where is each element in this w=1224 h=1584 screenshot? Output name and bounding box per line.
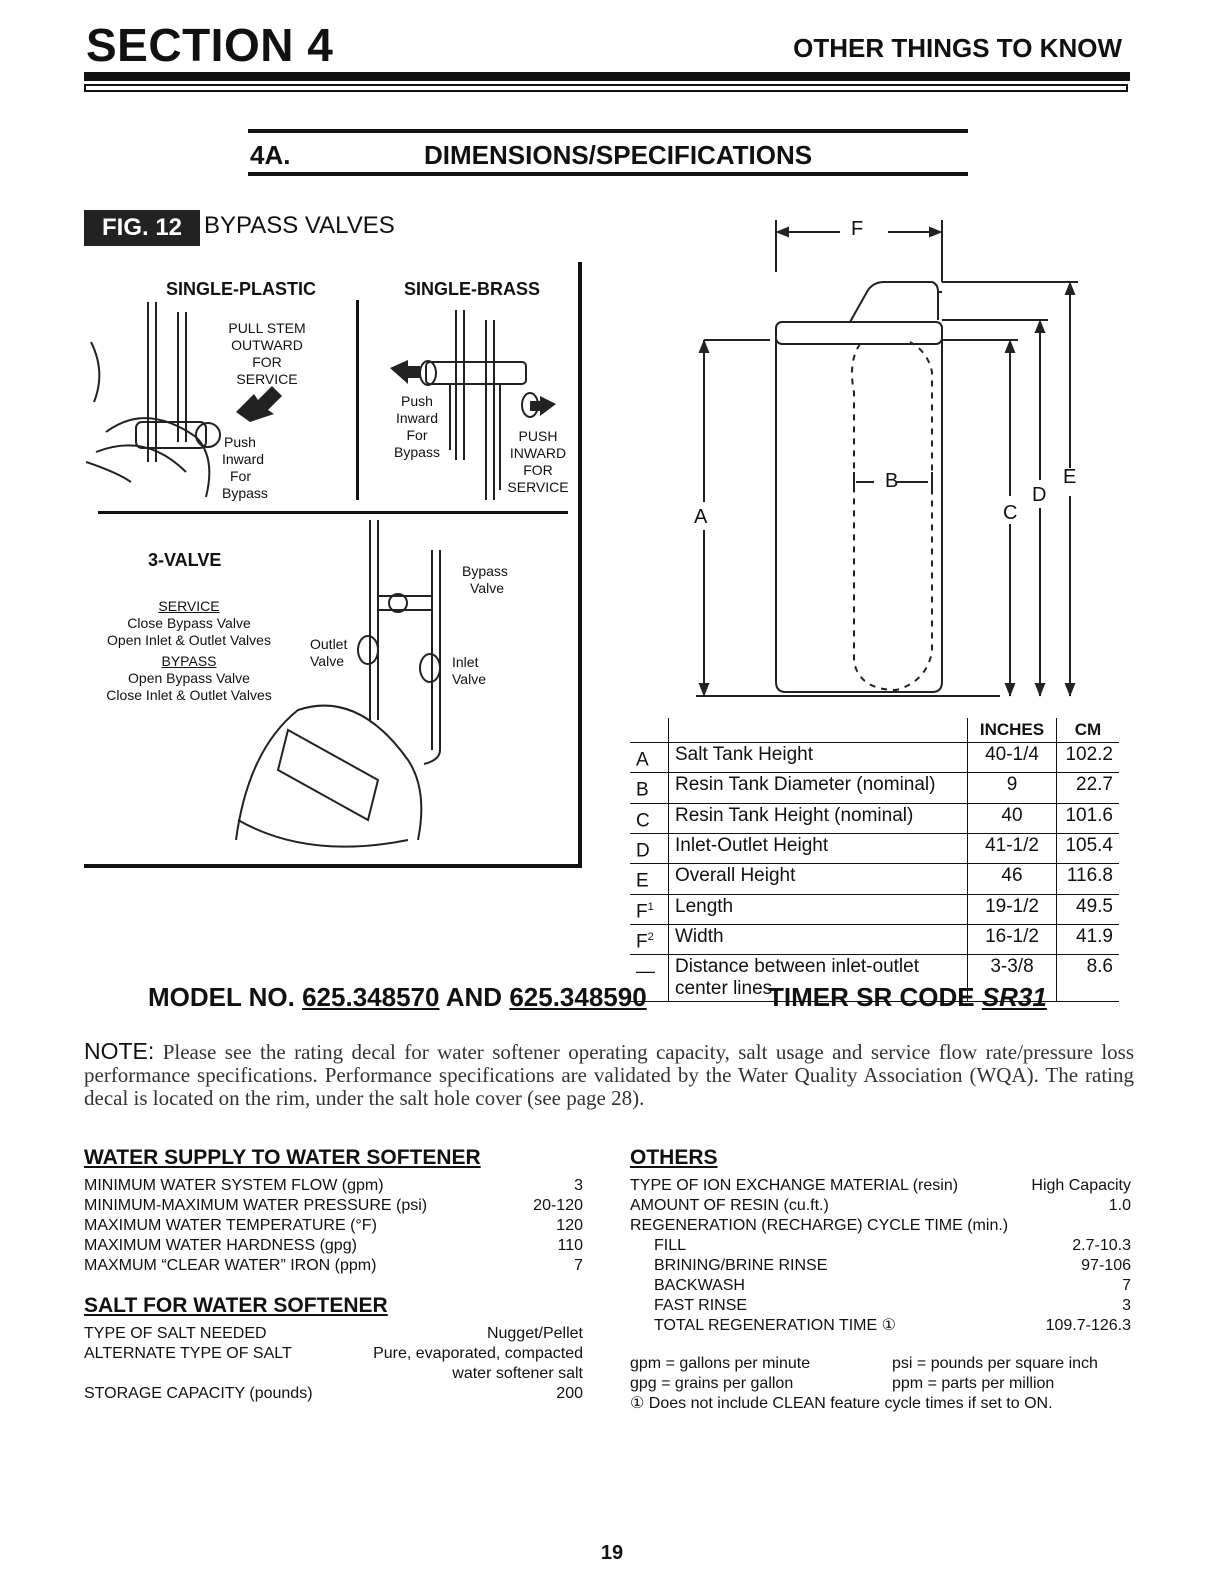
single-brass-label: SINGLE-BRASS [404,279,541,299]
item-value-continued: water softener salt [452,1365,583,1382]
list-item [84,1344,583,1382]
list-item [84,1236,583,1256]
row-description: Overall Height [669,864,968,894]
water-supply-heading: WATER SUPPLY TO WATER SOFTENER [84,1146,481,1169]
section-subheading: OTHER THINGS TO KNOW [793,33,1122,63]
item-value: 109.7-126.3 [1045,1317,1131,1334]
row-cm: 105.4 [1057,833,1120,863]
item-value: 97-106 [1081,1257,1131,1274]
row-inches: 46 [968,864,1057,894]
item-value: Nugget/Pellet [486,1325,583,1342]
table-header-row: INCHES CM [630,718,1119,743]
row-inches: 16-1/2 [968,924,1057,954]
single-plastic-label: SINGLE-PLASTIC [166,279,317,299]
item-value: 3 [1122,1297,1131,1314]
subsection-title: DIMENSIONS/SPECIFICATIONS [424,140,813,170]
row-inches: 40 [968,803,1057,833]
figure-frame-bottom [84,864,582,868]
row-key: C [630,803,669,833]
figure-tag: FIG. 12 [84,210,200,246]
item-label: STORAGE CAPACITY (pounds) [84,1385,313,1402]
brass-push-bypass-note: Push Inward For Bypass [394,393,440,460]
item-value: 7 [574,1257,583,1274]
table-row [630,833,1119,863]
table-row [630,894,1119,924]
list-item [630,1196,1131,1216]
item-label: BRINING/BRINE RINSE [654,1257,828,1274]
item-value: 3 [574,1177,583,1194]
item-label: MAXMUM “CLEAR WATER” IRON (ppm) [84,1257,377,1274]
timer-code: TIMER SR CODE SR31 [768,982,1047,1012]
table-row [630,773,1119,803]
three-valve-illustration [228,520,468,864]
item-label: ALTERNATE TYPE OF SALT [84,1345,292,1362]
note-text: Please see the rating decal for water softener operating capacity, salt usage and service flow rate/pressure loss performance specifications. Performance specifications are validated by the Water Quality Association (WQA). The rating decal is located on the rim, under the salt hole cover (see page 28). [84,1040,1135,1110]
row-key: D [630,833,669,863]
row-cm: 49.5 [1057,894,1120,924]
subsection-rule-top [248,129,968,133]
note-label: NOTE: [84,1038,155,1064]
row-inches: 3-3/8 [968,955,1057,1002]
figure-divider [98,511,568,514]
item-label: BACKWASH [654,1277,745,1294]
item-label: AMOUNT OF RESIN (cu.ft.) [630,1197,829,1214]
item-label: MINIMUM WATER SYSTEM FLOW (gpm) [84,1177,384,1194]
item-label: FAST RINSE [654,1297,748,1314]
dimension-label-b: B [885,470,899,492]
subsection-number: 4A. [250,140,291,170]
item-label: MAXIMUM WATER HARDNESS (gpg) [84,1237,357,1254]
row-description: Length [669,894,968,924]
row-inches: 19-1/2 [968,894,1057,924]
row-inches: 41-1/2 [968,833,1057,863]
list-item [630,1276,1131,1296]
row-cm: 116.8 [1057,864,1120,894]
item-label: TOTAL REGENERATION TIME ① [654,1317,896,1334]
row-cm: 101.6 [1057,803,1120,833]
list-item [84,1176,583,1196]
plastic-push-bypass-note: Push Inward For Bypass [222,434,268,501]
subsection-rule-bottom [248,172,968,176]
item-label: MINIMUM-MAXIMUM WATER PRESSURE (psi) [84,1197,428,1214]
outlet-valve-callout: Outlet Valve [310,636,348,669]
dimension-label-a: A [694,506,708,528]
section-heading: SECTION 4 [86,19,334,71]
list-item [84,1384,583,1404]
row-inches: 9 [968,773,1057,803]
list-item [630,1236,1131,1256]
list-item [84,1324,583,1344]
footnote: ① Does not include CLEAN feature cycle times if set to ON. [630,1395,1053,1412]
item-value: 110 [557,1237,583,1254]
figure-title: BYPASS VALVES [204,212,395,239]
row-description: Inlet-Outlet Height [669,833,968,863]
row-description: Distance between inlet-outlet center lines [669,955,968,1002]
item-value: 120 [556,1217,583,1234]
row-key: $F^2$ [630,924,669,954]
item-value: 20-120 [533,1197,583,1214]
bypass-valve-callout: Bypass Valve [462,563,508,596]
list-item [630,1256,1131,1276]
others-heading: OTHERS [630,1146,718,1169]
list-item [630,1216,1131,1236]
row-cm: 41.9 [1057,924,1120,954]
row-cm: 22.7 [1057,773,1120,803]
row-inches: 40-1/4 [968,743,1057,773]
table-row [630,803,1119,833]
item-value: 2.7-10.3 [1072,1237,1131,1254]
abbreviations-legend: gpm = gallons per minute psi = pounds per square inch gpg = grains per gallon ppm = parts per million ① Does not include CLEAN feature cycle times if set to ON. [630,1354,1140,1414]
softener-dimension-drawing [670,212,1090,706]
list-item [84,1256,583,1276]
item-value: High Capacity [1031,1177,1131,1194]
row-cm: 102.2 [1057,743,1120,773]
table-row [630,864,1119,894]
list-item [84,1196,583,1216]
row-key: E [630,864,669,894]
header-rule [84,72,1130,81]
list-item [84,1216,583,1236]
pull-stem-note: PULL STEM OUTWARD FOR SERVICE [228,320,306,387]
header-rule-outline [84,84,1128,92]
item-value: 200 [556,1385,583,1402]
row-description: Resin Tank Diameter (nominal) [669,773,968,803]
list-item [630,1316,1131,1336]
item-value: 7 [1122,1277,1131,1294]
dimension-label-d: D [1032,484,1047,506]
figure-divider-vertical [356,300,359,500]
salt-heading: SALT FOR WATER SOFTENER [84,1294,388,1317]
list-item [630,1176,1131,1196]
row-key: $F^1$ [630,894,669,924]
list-item [630,1296,1131,1316]
item-value: Pure, evaporated, compacted [373,1345,583,1362]
dimensions-table [630,718,1119,1002]
item-label: REGENERATION (RECHARGE) CYCLE TIME (min.) [630,1217,1009,1234]
item-label: FILL [654,1237,687,1254]
brass-push-service-note: PUSH INWARD FOR SERVICE [507,428,569,495]
note-paragraph [84,1040,1134,1110]
row-description: Salt Tank Height [669,743,968,773]
single-plastic-valve-illustration [86,282,354,510]
item-label: TYPE OF ION EXCHANGE MATERIAL (resin) [630,1177,959,1194]
three-valve-instructions: SERVICE Close Bypass Valve Open Inlet & Outlet Valves BYPASS Open Bypass Valve Close Inlet & Outlet Valves [106,598,272,703]
row-description: Width [669,924,968,954]
item-label: TYPE OF SALT NEEDED [84,1325,267,1342]
dimension-label-f: F [851,218,864,240]
item-label: MAXIMUM WATER TEMPERATURE (°F) [84,1217,377,1234]
three-valve-label: 3-VALVE [148,550,222,570]
row-cm: 8.6 [1057,955,1120,1002]
page-number: 19 [600,1542,624,1564]
row-key: A [630,743,669,773]
figure-frame-right [578,262,582,868]
dimension-label-e: E [1063,466,1077,488]
row-key: — [630,955,669,1002]
dimension-label-c: C [1003,502,1018,524]
row-description: Resin Tank Height (nominal) [669,803,968,833]
table-row [630,924,1119,954]
model-numbers: MODEL NO. 625.348570 AND 625.348590 [148,982,647,1012]
row-key: B [630,773,669,803]
item-value: 1.0 [1108,1197,1131,1214]
inlet-valve-callout: Inlet Valve [452,654,486,687]
table-row [630,743,1119,773]
